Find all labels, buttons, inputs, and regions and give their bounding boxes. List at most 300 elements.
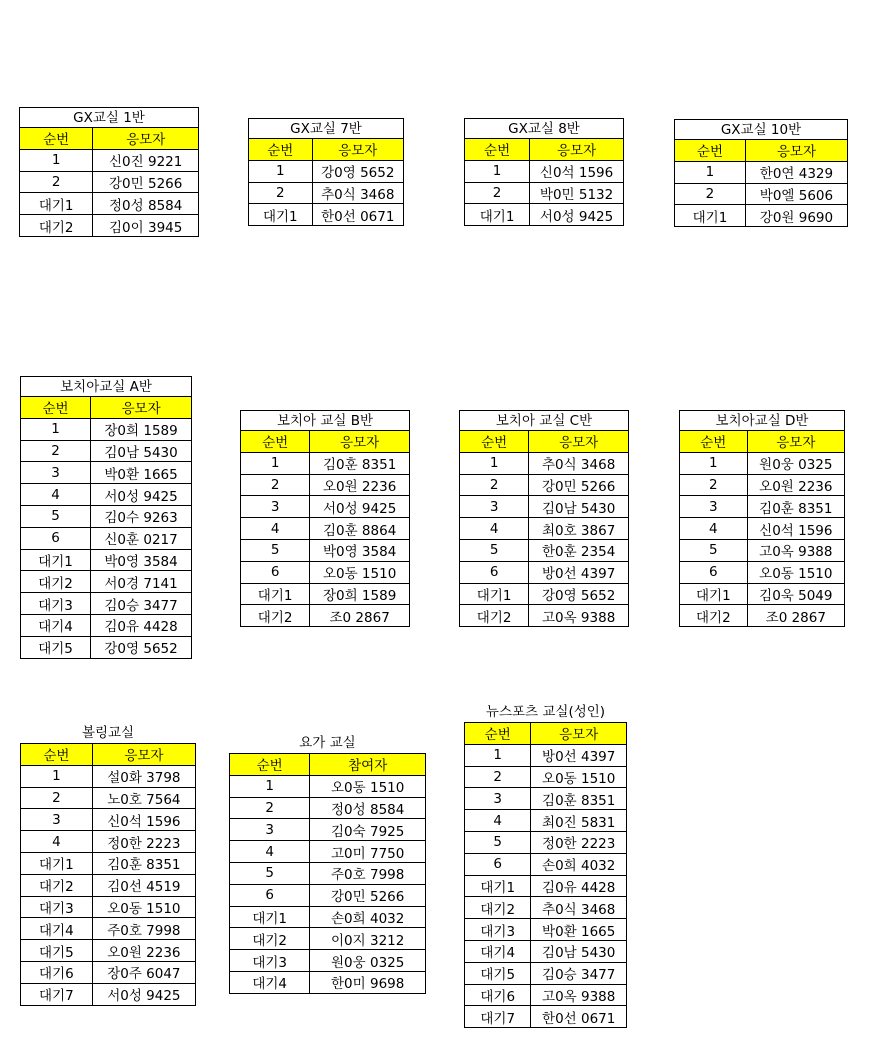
header-row (21, 397, 192, 419)
header-row (460, 431, 629, 453)
table-row (21, 765, 196, 787)
order-cell: 5 (21, 505, 91, 527)
table-row (230, 906, 426, 928)
roster-table (20, 396, 192, 659)
applicant-cell: 강0민 5266 (310, 884, 426, 906)
block-boccia-b (240, 410, 410, 627)
header-order: 순번 (249, 139, 313, 161)
order-cell: 대기2 (21, 571, 91, 593)
table-row (21, 462, 192, 484)
header-applicant: 응모자 (92, 744, 195, 766)
order-cell: 2 (675, 183, 746, 205)
roster-table (464, 138, 624, 226)
order-cell: 대기4 (21, 918, 93, 940)
order-cell: 대기1 (241, 583, 310, 605)
applicant-cell: 설0화 3798 (92, 765, 195, 787)
header-applicant: 응모자 (745, 140, 847, 162)
table-row (460, 561, 629, 583)
order-cell: 6 (230, 884, 310, 906)
order-cell: 1 (21, 765, 93, 787)
order-cell: 3 (241, 496, 310, 518)
applicant-cell: 오0원 2236 (310, 474, 410, 496)
table-row (465, 962, 627, 984)
applicant-cell: 고0미 7750 (310, 841, 426, 863)
applicant-cell: 정0한 2223 (92, 831, 195, 853)
applicant-cell: 원0웅 0325 (747, 452, 844, 474)
applicant-cell: 노0호 7564 (92, 787, 195, 809)
table-row (230, 841, 426, 863)
header-order: 순번 (465, 139, 530, 161)
applicant-cell: 신0훈 0217 (91, 527, 192, 549)
table-row (230, 775, 426, 797)
table-row (680, 518, 845, 540)
order-cell: 3 (460, 496, 529, 518)
table-row (21, 527, 192, 549)
applicant-cell: 서0성 9425 (530, 204, 624, 226)
block-yoga (229, 733, 426, 994)
applicant-cell: 서0성 9425 (92, 983, 195, 1005)
order-cell: 4 (680, 518, 748, 540)
applicant-cell: 김0남 5430 (531, 940, 627, 962)
applicant-cell: 박0민 5132 (530, 182, 624, 204)
applicant-cell: 박0영 3584 (91, 549, 192, 571)
header-applicant: 응모자 (531, 723, 627, 745)
order-cell: 대기3 (21, 896, 93, 918)
applicant-cell: 손0희 4032 (310, 906, 426, 928)
table-row (460, 452, 629, 474)
applicant-cell: 강0영 5652 (529, 583, 629, 605)
order-cell: 대기4 (465, 940, 531, 962)
applicant-cell: 서0성 9425 (310, 496, 410, 518)
applicant-cell: 신0진 9221 (93, 149, 199, 171)
applicant-cell: 김0숙 7925 (310, 819, 426, 841)
order-cell: 1 (465, 160, 530, 182)
order-cell: 대기1 (230, 906, 310, 928)
table-row (465, 1006, 627, 1028)
block-gx-10 (674, 119, 848, 227)
applicant-cell: 오0동 1510 (310, 775, 426, 797)
order-cell: 대기3 (230, 950, 310, 972)
table-row (21, 961, 196, 983)
order-cell: 5 (230, 862, 310, 884)
table-row (460, 496, 629, 518)
applicant-cell: 박0환 1665 (91, 462, 192, 484)
roster-table (19, 127, 199, 237)
block-title: GX교실 7반 (248, 118, 404, 138)
applicant-cell: 주0호 7998 (310, 862, 426, 884)
table-row (241, 605, 410, 627)
order-cell: 5 (680, 539, 748, 561)
order-cell: 대기7 (465, 1006, 531, 1028)
table-row (21, 831, 196, 853)
block-title: GX교실 8반 (464, 118, 624, 138)
order-cell: 대기1 (21, 852, 93, 874)
roster-table (464, 722, 627, 1028)
order-cell: 대기2 (230, 928, 310, 950)
roster-table (459, 430, 629, 627)
table-row (465, 940, 627, 962)
table-row (241, 452, 410, 474)
block-title: GX교실 10반 (674, 119, 848, 139)
table-row (249, 160, 404, 182)
applicant-cell: 김0승 3477 (531, 962, 627, 984)
applicant-cell: 고0옥 9388 (529, 605, 629, 627)
table-row (241, 496, 410, 518)
applicant-cell: 신0석 1596 (530, 160, 624, 182)
table-row (465, 160, 624, 182)
table-row (680, 583, 845, 605)
order-cell: 4 (465, 810, 531, 832)
applicant-cell: 서0경 7141 (91, 571, 192, 593)
table-row (465, 919, 627, 941)
order-cell: 4 (460, 518, 529, 540)
header-row (465, 139, 624, 161)
table-row (21, 440, 192, 462)
table-row (465, 810, 627, 832)
table-row (21, 484, 192, 506)
order-cell: 2 (230, 797, 310, 819)
table-row (680, 561, 845, 583)
table-row (465, 831, 627, 853)
block-boccia-c (459, 410, 629, 627)
table-row (465, 182, 624, 204)
applicant-cell: 김0훈 8351 (92, 852, 195, 874)
block-title: GX교실 1반 (19, 107, 199, 127)
applicant-cell: 김0수 9263 (91, 505, 192, 527)
applicant-cell: 김0훈 8351 (747, 496, 844, 518)
order-cell: 대기5 (21, 940, 93, 962)
applicant-cell: 원0웅 0325 (310, 950, 426, 972)
roster-table (674, 139, 848, 227)
order-cell: 6 (460, 561, 529, 583)
order-cell: 대기3 (21, 593, 91, 615)
block-boccia-a (20, 376, 192, 659)
applicant-cell: 최0진 5831 (531, 810, 627, 832)
table-row (241, 561, 410, 583)
header-row (20, 128, 199, 150)
table-row (20, 215, 199, 237)
roster-table (20, 743, 196, 1006)
block-title: 보치아 교실 B반 (240, 410, 410, 430)
applicant-cell: 정0성 8584 (93, 193, 199, 215)
order-cell: 3 (21, 462, 91, 484)
header-order: 순번 (21, 397, 91, 419)
table-row (21, 983, 196, 1005)
order-cell: 대기1 (680, 583, 748, 605)
applicant-cell: 오0동 1510 (747, 561, 844, 583)
block-title: 보치아교실 D반 (679, 410, 845, 430)
block-boccia-d (679, 410, 845, 627)
roster-table (229, 753, 426, 994)
table-row (230, 950, 426, 972)
applicant-cell: 김0선 4519 (92, 874, 195, 896)
order-cell: 4 (21, 831, 93, 853)
block-gx-8 (464, 118, 624, 226)
order-cell: 대기1 (460, 583, 529, 605)
table-row (465, 897, 627, 919)
applicant-cell: 정0한 2223 (531, 831, 627, 853)
order-cell: 3 (230, 819, 310, 841)
table-row (21, 614, 192, 636)
order-cell: 5 (465, 831, 531, 853)
table-row (20, 149, 199, 171)
order-cell: 대기1 (20, 193, 93, 215)
block-gx-7 (248, 118, 404, 226)
applicant-cell: 한0선 0671 (312, 204, 403, 226)
applicant-cell: 박0엘 5606 (745, 183, 847, 205)
order-cell: 2 (21, 440, 91, 462)
roster-table (248, 138, 404, 226)
applicant-cell: 김0훈 8351 (531, 788, 627, 810)
applicant-cell: 강0영 5652 (312, 160, 403, 182)
table-row (241, 474, 410, 496)
header-applicant: 응모자 (530, 139, 624, 161)
block-title: 뉴스포츠 교실(성인) (485, 704, 606, 720)
applicant-cell: 정0성 8584 (310, 797, 426, 819)
order-cell: 대기5 (21, 636, 91, 658)
table-row (465, 788, 627, 810)
header-order: 순번 (675, 140, 746, 162)
header-order: 순번 (241, 431, 310, 453)
applicant-cell: 오0원 2236 (92, 940, 195, 962)
applicant-cell: 고0옥 9388 (531, 984, 627, 1006)
table-row (21, 571, 192, 593)
header-row (680, 431, 845, 453)
table-row (230, 819, 426, 841)
table-row (680, 605, 845, 627)
table-row (21, 549, 192, 571)
order-cell: 대기5 (465, 962, 531, 984)
header-order: 순번 (465, 723, 531, 745)
block-title: 보치아교실 A반 (20, 376, 192, 396)
table-row (20, 193, 199, 215)
applicant-cell: 추0식 3468 (531, 897, 627, 919)
header-order: 순번 (460, 431, 529, 453)
table-row (680, 496, 845, 518)
applicant-cell: 추0식 3468 (529, 452, 629, 474)
order-cell: 3 (680, 496, 748, 518)
applicant-cell: 오0동 1510 (92, 896, 195, 918)
order-cell: 2 (20, 171, 93, 193)
order-cell: 4 (21, 484, 91, 506)
block-newsports (464, 702, 627, 1028)
table-row (21, 636, 192, 658)
order-cell: 대기2 (21, 874, 93, 896)
applicant-cell: 조0 2867 (310, 605, 410, 627)
order-cell: 1 (465, 744, 531, 766)
order-cell: 5 (460, 539, 529, 561)
header-row (21, 744, 196, 766)
order-cell: 1 (460, 452, 529, 474)
table-row (21, 809, 196, 831)
order-cell: 3 (465, 788, 531, 810)
header-row (465, 723, 627, 745)
applicant-cell: 김0남 5430 (91, 440, 192, 462)
applicant-cell: 장0희 1589 (91, 418, 192, 440)
table-row (465, 853, 627, 875)
table-row (249, 204, 404, 226)
order-cell: 대기2 (460, 605, 529, 627)
block-gx-1 (19, 107, 199, 237)
table-row (230, 928, 426, 950)
header-applicant: 응모자 (312, 139, 403, 161)
table-row (680, 452, 845, 474)
applicant-cell: 추0식 3468 (312, 182, 403, 204)
order-cell: 2 (465, 182, 530, 204)
table-row (21, 940, 196, 962)
applicant-cell: 신0석 1596 (747, 518, 844, 540)
applicant-cell: 장0희 1589 (310, 583, 410, 605)
order-cell: 대기3 (465, 919, 531, 941)
table-row (230, 971, 426, 993)
applicant-cell: 김0훈 8351 (310, 452, 410, 474)
header-row (675, 140, 848, 162)
applicant-cell: 김0욱 5049 (747, 583, 844, 605)
order-cell: 대기1 (21, 549, 91, 571)
table-row (230, 862, 426, 884)
order-cell: 1 (21, 418, 91, 440)
table-row (460, 539, 629, 561)
order-cell: 대기7 (21, 983, 93, 1005)
order-cell: 1 (241, 452, 310, 474)
header-order: 순번 (680, 431, 748, 453)
applicant-cell: 주0호 7998 (92, 918, 195, 940)
applicant-cell: 강0민 5266 (529, 474, 629, 496)
header-order: 순번 (20, 128, 93, 150)
order-cell: 2 (680, 474, 748, 496)
applicant-cell: 한0훈 2354 (529, 539, 629, 561)
order-cell: 2 (465, 766, 531, 788)
order-cell: 대기4 (21, 614, 91, 636)
table-row (680, 474, 845, 496)
order-cell: 대기1 (465, 875, 531, 897)
order-cell: 4 (230, 841, 310, 863)
table-row (20, 171, 199, 193)
order-cell: 3 (21, 809, 93, 831)
header-row (241, 431, 410, 453)
order-cell: 6 (241, 561, 310, 583)
header-order: 순번 (21, 744, 93, 766)
applicant-cell: 강0민 5266 (93, 171, 199, 193)
table-row (21, 852, 196, 874)
order-cell: 2 (460, 474, 529, 496)
header-row (230, 754, 426, 776)
applicant-cell: 한0미 9698 (310, 971, 426, 993)
order-cell: 대기2 (20, 215, 93, 237)
order-cell: 1 (680, 452, 748, 474)
table-row (230, 884, 426, 906)
table-row (465, 875, 627, 897)
applicant-cell: 서0성 9425 (91, 484, 192, 506)
table-row (21, 896, 196, 918)
applicant-cell: 김0남 5430 (529, 496, 629, 518)
table-row (21, 505, 192, 527)
order-cell: 1 (20, 149, 93, 171)
order-cell: 1 (675, 161, 746, 183)
table-row (241, 518, 410, 540)
applicant-cell: 오0동 1510 (531, 766, 627, 788)
applicant-cell: 한0선 0671 (531, 1006, 627, 1028)
header-applicant: 참여자 (310, 754, 426, 776)
applicant-cell: 신0석 1596 (92, 809, 195, 831)
applicant-cell: 김0유 4428 (531, 875, 627, 897)
applicant-cell: 장0주 6047 (92, 961, 195, 983)
order-cell: 4 (241, 518, 310, 540)
table-row (249, 182, 404, 204)
order-cell: 대기1 (465, 204, 530, 226)
applicant-cell: 김0이 3945 (93, 215, 199, 237)
order-cell: 1 (249, 160, 313, 182)
table-row (675, 183, 848, 205)
applicant-cell: 이0지 3212 (310, 928, 426, 950)
block-bowling (20, 723, 196, 1006)
table-row (465, 984, 627, 1006)
roster-table (679, 430, 845, 627)
order-cell: 대기1 (249, 204, 313, 226)
applicant-cell: 한0연 4329 (745, 161, 847, 183)
order-cell: 대기4 (230, 971, 310, 993)
applicant-cell: 고0옥 9388 (747, 539, 844, 561)
table-row (465, 766, 627, 788)
order-cell: 6 (465, 853, 531, 875)
table-row (230, 797, 426, 819)
order-cell: 2 (21, 787, 93, 809)
applicant-cell: 오0원 2236 (747, 474, 844, 496)
applicant-cell: 김0승 3477 (91, 593, 192, 615)
table-row (675, 161, 848, 183)
roster-table (240, 430, 410, 627)
table-row (21, 918, 196, 940)
header-row (249, 139, 404, 161)
applicant-cell: 박0환 1665 (531, 919, 627, 941)
table-row (465, 204, 624, 226)
table-row (21, 593, 192, 615)
block-title: 볼링교실 (81, 725, 135, 741)
applicant-cell: 박0영 3584 (310, 539, 410, 561)
order-cell: 2 (241, 474, 310, 496)
order-cell: 대기6 (465, 984, 531, 1006)
table-row (21, 418, 192, 440)
header-applicant: 응모자 (93, 128, 199, 150)
order-cell: 대기2 (241, 605, 310, 627)
table-row (21, 874, 196, 896)
order-cell: 2 (249, 182, 313, 204)
table-row (460, 518, 629, 540)
order-cell: 대기2 (680, 605, 748, 627)
header-applicant: 응모자 (747, 431, 844, 453)
order-cell: 5 (241, 539, 310, 561)
header-applicant: 응모자 (310, 431, 410, 453)
table-row (241, 583, 410, 605)
order-cell: 6 (21, 527, 91, 549)
applicant-cell: 강0원 9690 (745, 205, 847, 227)
order-cell: 6 (680, 561, 748, 583)
order-cell: 대기1 (675, 205, 746, 227)
block-title: 보치아 교실 C반 (459, 410, 629, 430)
header-applicant: 응모자 (529, 431, 629, 453)
applicant-cell: 오0동 1510 (310, 561, 410, 583)
table-row (460, 474, 629, 496)
applicant-cell: 최0호 3867 (529, 518, 629, 540)
applicant-cell: 김0유 4428 (91, 614, 192, 636)
header-applicant: 응모자 (91, 397, 192, 419)
applicant-cell: 손0희 4032 (531, 853, 627, 875)
table-row (675, 205, 848, 227)
applicant-cell: 방0선 4397 (531, 744, 627, 766)
order-cell: 1 (230, 775, 310, 797)
applicant-cell: 강0영 5652 (91, 636, 192, 658)
header-order: 순번 (230, 754, 310, 776)
